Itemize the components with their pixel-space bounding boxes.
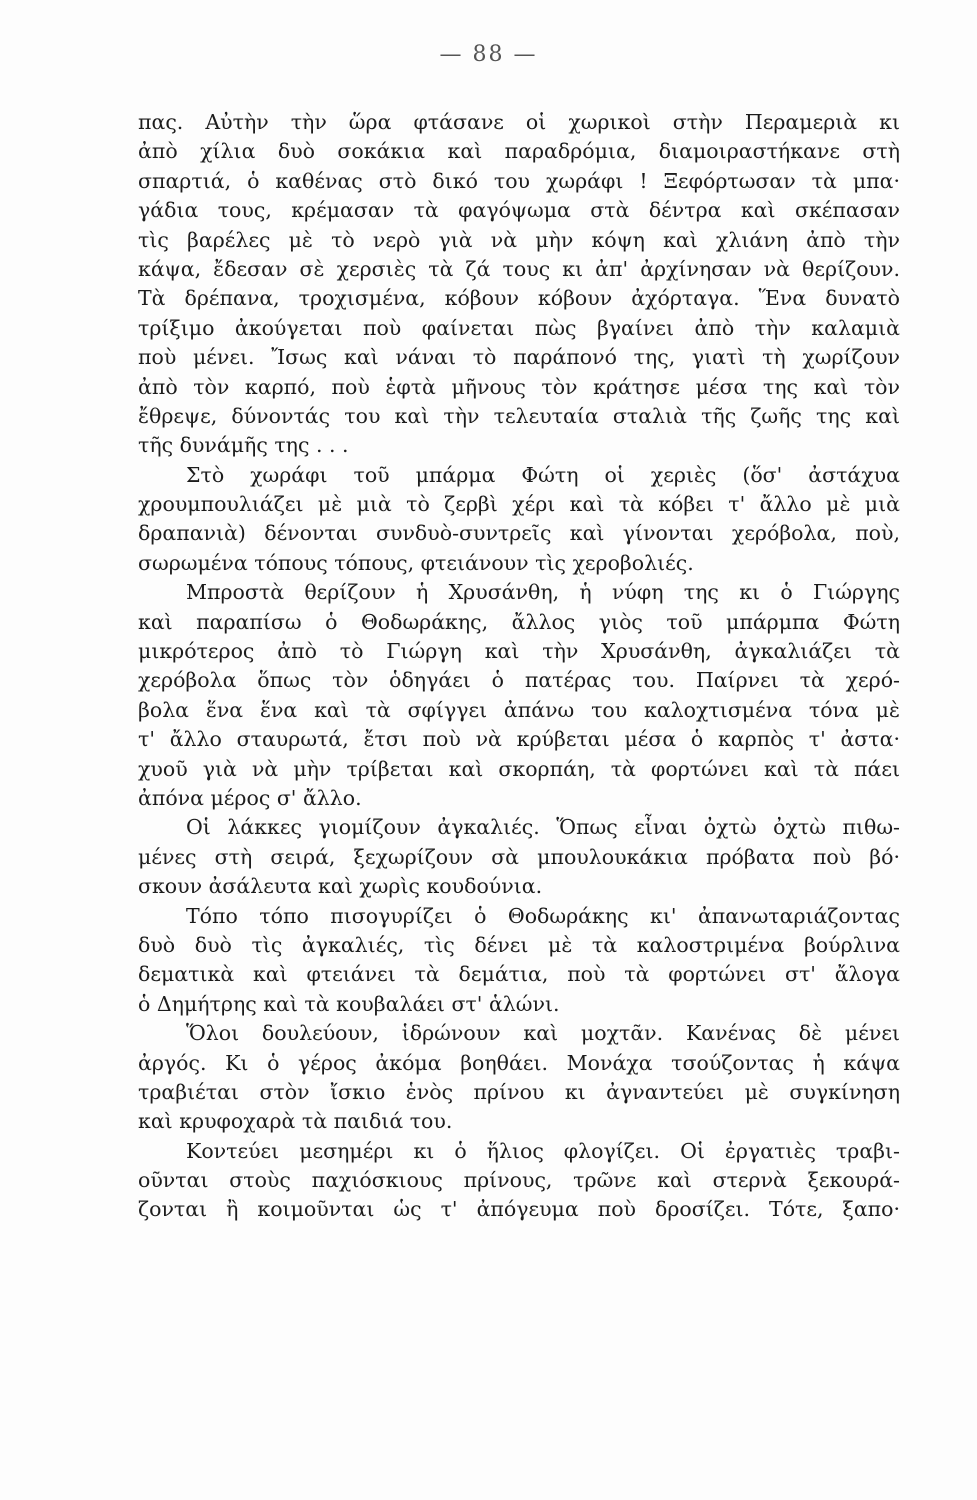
text-line: δεματικὰ καὶ φτειάνει τὰ δεμάτια, ποὺ τὰ φορτώνει στ' ἄλογα — [138, 962, 900, 987]
text-line: μικρότερος ἀπὸ τὸ Γιώργη καὶ τὴν Χρυσάνθη, ἀγκαλιάζει τὰ — [138, 639, 900, 664]
text-line: Στὸ χωράφι τοῦ μπάρμα Φώτη οἱ χεριὲς (ὅσ' ἀστάχυα — [186, 462, 900, 487]
paragraph — [138, 461, 900, 579]
paragraph — [138, 902, 900, 1020]
text-line: χρουμπουλιάζει μὲ μιὰ τὸ ζερβὶ χέρι καὶ τὰ κόβει τ' ἄλλο μὲ μιὰ — [138, 492, 900, 517]
text-line: χερόβολα ὅπως τὸν ὁδηγάει ὁ πατέρας του. Παίρνει τὰ χερό- — [138, 668, 900, 693]
paragraph — [138, 578, 900, 813]
text-line: χυοῦ γιὰ νὰ μὴν τρίβεται καὶ σκορπάη, τὰ φορτώνει καὶ τὰ πάει — [138, 756, 900, 781]
text-line: καὶ παραπίσω ὁ Θοδωράκης, ἄλλος γιὸς τοῦ μπάρμπα Φώτη — [138, 609, 900, 634]
paragraph — [138, 813, 900, 901]
text-line: Τόπο τόπο πισογυρίζει ὁ Θοδωράκης κι' ἀπανωταριάζοντας — [186, 903, 900, 928]
text-line: μένες στὴ σειρά, ξεχωρίζουν σὰ μπουλουκάκια πρόβατα ποὺ βό· — [138, 844, 900, 869]
text-line: κάψα, ἔδεσαν σὲ χερσιὲς τὰ ζά τους κι ἀπ' ἀρχίνησαν νὰ θερίζουν. — [138, 256, 900, 281]
text-line: ὁ Δημήτρης καὶ τὰ κουβαλάει στ' ἁλώνι. — [138, 991, 560, 1016]
text-line: γάδια τους, κρέμασαν τὰ φαγόψωμα στὰ δέντρα καὶ σκέπασαν — [138, 198, 900, 223]
text-line: πας. Αὐτὴν τὴν ὥρα φτάσανε οἱ χωρικοὶ στὴν Περαμεριὰ κι — [138, 110, 900, 134]
text-line: σκουν ἀσάλευτα καὶ χωρὶς κουδούνια. — [138, 874, 543, 899]
text-line: ἀπὸ χίλια δυὸ σοκάκια καὶ παραδρόμια, διαμοιραστήκανε στὴ — [138, 139, 900, 164]
body-text — [138, 108, 900, 1225]
text-line: τραβιέται στὸν ἴσκιο ἑνὸς πρίνου κι ἀγναντεύει μὲ συγκίνηση — [138, 1079, 900, 1104]
text-line: καὶ κρυφοχαρὰ τὰ παιδιά του. — [138, 1109, 453, 1134]
paragraph — [138, 1019, 900, 1137]
text-line: τρίξιμο ἀκούγεται ποὺ φαίνεται πὼς βγαίνει ἀπὸ τὴν καλαμιὰ — [138, 315, 900, 340]
text-line: ἀπὸ τὸν καρπό, ποὺ ἑφτὰ μῆνους τὸν κράτησε μέσα της καὶ τὸν — [138, 374, 900, 399]
page-number: — 88 — — [439, 42, 538, 67]
paragraph — [138, 1137, 900, 1225]
text-line: ἔθρεψε, δύνοντάς του καὶ τὴν τελευταία σταλιὰ τῆς ζωῆς της καὶ — [138, 403, 900, 428]
paragraph — [138, 108, 900, 461]
text-line: δυὸ δυὸ τὶς ἀγκαλιές, τὶς δένει μὲ τὰ καλοστριμένα βούρλινα — [138, 932, 900, 957]
text-line: σωρωμένα τόπους τόπους, φτειάνουν τὶς χεροβολιές. — [138, 550, 694, 575]
text-line: οῦνται στοὺς παχιόσκιους πρίνους, τρῶνε καὶ στερνὰ ξεκουρά- — [138, 1168, 900, 1193]
text-line: δραπανιὰ) δένονται συνδυὸ-συντρεῖς καὶ γίνονται χερόβολα, ποὺ, — [138, 521, 900, 546]
text-line: ἀπόνα μέρος σ' ἄλλο. — [138, 785, 362, 810]
text-line: τῆς δυνάμῆς της . . . — [138, 433, 349, 458]
text-line: Οἱ λάκκες γιομίζουν ἀγκαλιές. Ὅπως εἶναι ὀχτὼ ὀχτὼ πιθω- — [186, 815, 900, 840]
text-line: ποὺ μένει. Ἴσως καὶ νάναι τὸ παράπονό της, γιατὶ τὴ χωρίζουν — [138, 345, 900, 370]
text-line: ἀργός. Κι ὁ γέρος ἀκόμα βοηθάει. Μονάχα τσούζοντας ἡ κάψα — [138, 1050, 900, 1075]
text-line: Μπροστὰ θερίζουν ἡ Χρυσάνθη, ἡ νύφη της κι ὁ Γιώργης — [186, 580, 900, 605]
text-line: Τὰ δρέπανα, τροχισμένα, κόβουν κόβουν ἀχόρταγα. Ἕνα δυνατὸ — [138, 286, 900, 311]
text-line: Κοντεύει μεσημέρι κι ὁ ἥλιος φλογίζει. Οἱ ἐργατιὲς τραβι- — [186, 1138, 900, 1163]
text-line: τ' ἄλλο σταυρωτά, ἔτσι ποὺ νὰ κρύβεται μέσα ὁ καρπὸς τ' ἀστα· — [138, 727, 900, 752]
text-line: βολα ἕνα ἕνα καὶ τὰ σφίγγει ἀπάνω του καλοχτισμένα τόνα μὲ — [138, 697, 900, 722]
text-line: τὶς βαρέλες μὲ τὸ νερὸ γιὰ νὰ μὴν κόψη καὶ χλιάνη ἀπὸ τὴν — [138, 227, 900, 252]
text-line: Ὅλοι δουλεύουν, ἱδρώνουν καὶ μοχτᾶν. Κανένας δὲ μένει — [186, 1021, 900, 1046]
text-line: σπαρτιά, ὁ καθένας στὸ δικό του χωράφι ! Ξεφόρτωσαν τὰ μπα· — [138, 168, 900, 193]
text-line: ζονται ἢ κοιμοῦνται ὡς τ' ἀπόγευμα ποὺ δροσίζει. Τότε, ξαπο· — [138, 1197, 900, 1222]
